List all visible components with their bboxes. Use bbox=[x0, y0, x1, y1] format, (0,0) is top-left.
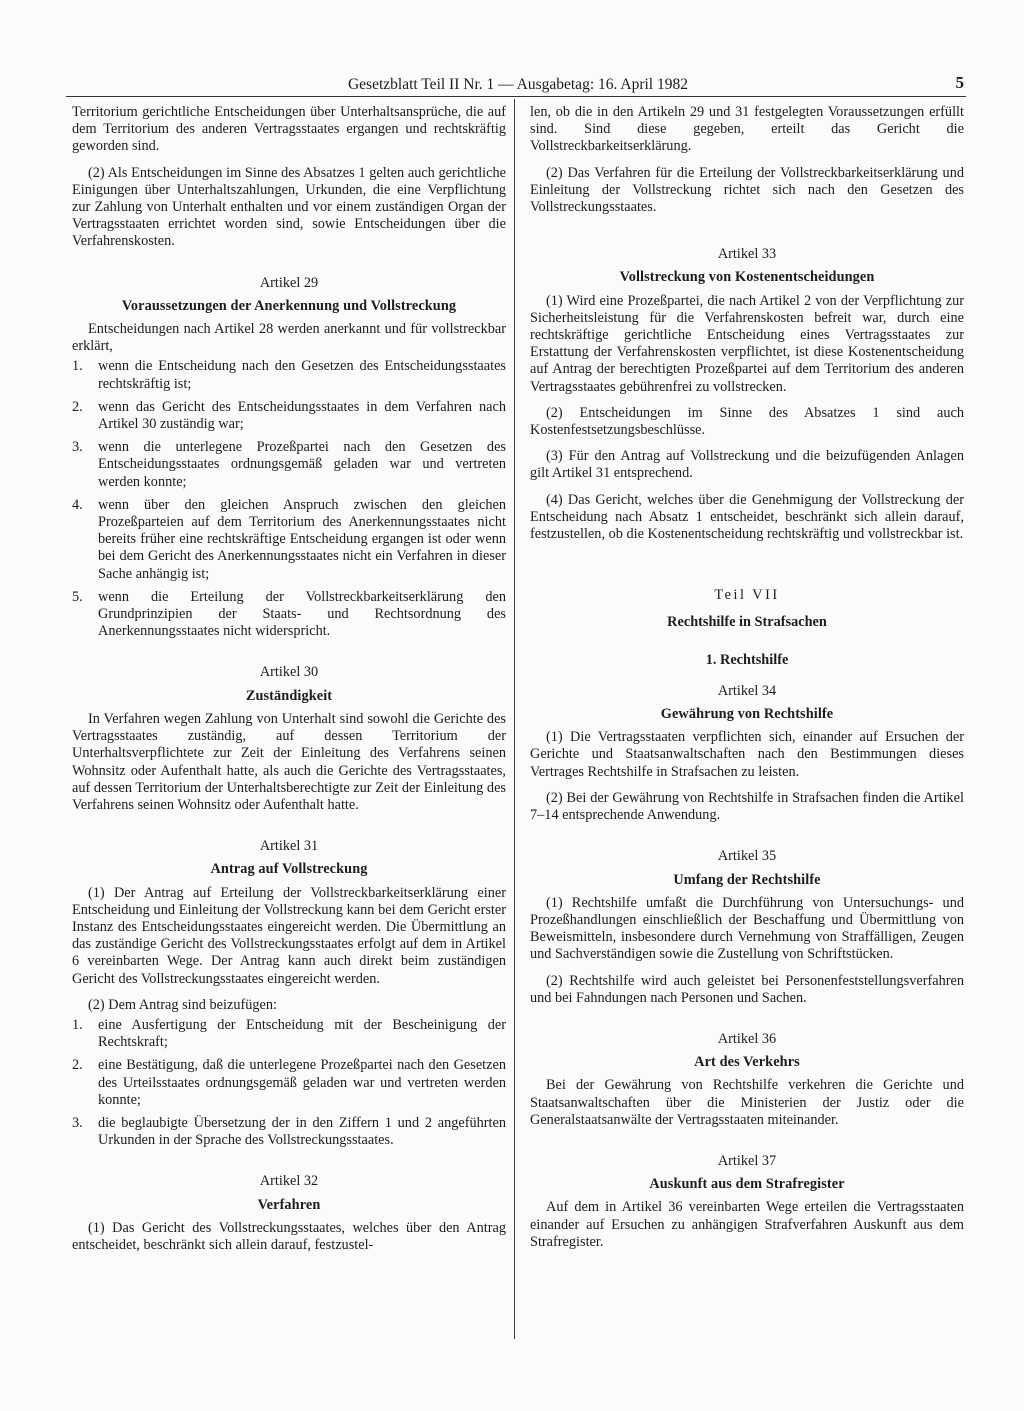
article-29-list bbox=[72, 358, 506, 640]
list-item-number: 2. bbox=[72, 1057, 83, 1074]
list-item-number: 1. bbox=[72, 1016, 83, 1033]
article-33-paragraph-2: (2) Entscheidungen im Sinne des Absatzes 1 sind auch Kostenfestsetzungsbeschlüsse. bbox=[530, 404, 964, 439]
article-34-paragraph-1: (1) Die Vertragsstaaten verpflichten sich, einander auf Ersuchen der Gerichte und Staatsanwaltschaften nach den Bestimmungen dieses Vertrages Rechtshilfe in Strafsachen zu leisten. bbox=[530, 729, 964, 780]
article-32-title: Verfahren bbox=[257, 1196, 321, 1213]
list-item-text: wenn die unterlegene Prozeßpartei nach den Gesetzen des Entscheidungsstaates ordnungsgemäß geladen war und vertreten werden konnte; bbox=[98, 439, 506, 490]
list-item-text: eine Ausfertigung der Entscheidung mit der Bescheinigung der Rechtskraft; bbox=[98, 1016, 506, 1051]
list-item bbox=[72, 1115, 506, 1149]
article-34-paragraph-2: (2) Bei der Gewährung von Rechtshilfe in Strafsachen finden die Artikel 7–14 entsprechende Anwendung. bbox=[530, 789, 964, 824]
gazette-title: Gesetzblatt Teil II Nr. 1 — Ausgabetag: 16. April 1982 bbox=[347, 76, 688, 93]
article-35-number: Artikel 35 bbox=[717, 848, 777, 865]
article-35-title: Umfang der Rechtshilfe bbox=[673, 871, 821, 888]
article-31-paragraph-2: (2) Dem Antrag sind beizufügen: bbox=[88, 996, 277, 1013]
list-item-number: 3. bbox=[72, 1114, 83, 1131]
right-column bbox=[530, 104, 964, 1251]
article-33-paragraph-1: (1) Wird eine Prozeßpartei, die nach Artikel 2 von der Verpflichtung zur Sicherheitsleistung für die Verfahrenskosten befreit war, durch eine rechtskräftige gerichtliche Entscheidung eines Vertragsstaates zur Erstattung der Verfahrenskosten verpflichtet, ist diese Kostenentscheidung auf Antrag der berechtigten Prozeßpartei auf dem Territorium des anderen Vertragsstaates gebührenfrei zu vollstrecken. bbox=[530, 292, 964, 395]
list-item-number: 1. bbox=[72, 358, 83, 375]
list-item-number: 4. bbox=[72, 496, 83, 513]
page-header bbox=[72, 73, 964, 94]
paragraph-art28-2: (2) Als Entscheidungen im Sinne des Absatzes 1 gelten auch gerichtliche Einigungen über Unterhaltszahlungen, Urkunden, die eine Verpflichtung zur Zahlung von Unterhalt enthalten und vor einem zuständigen Organ der Vertragsstaaten errichtet worden sind, sowie Entscheidungen über die Verfahrenskosten. bbox=[72, 164, 506, 250]
article-34-title: Gewährung von Rechtshilfe bbox=[660, 706, 834, 723]
page-number: 5 bbox=[955, 73, 964, 92]
article-31-number: Artikel 31 bbox=[259, 838, 319, 855]
article-37-title: Auskunft aus dem Strafregister bbox=[649, 1176, 845, 1193]
list-item-number: 3. bbox=[72, 439, 83, 456]
list-item-text: wenn über den gleichen Anspruch zwischen den gleichen Prozeßparteien auf dem Territorium des Anerkennungsstaates nicht bereits früher eine rechtskräftige Entscheidung ergangen ist oder wenn bei dem Gericht des Anerkennungsstaates nicht ein Verfahren in dieser Sache anhängig ist; bbox=[98, 496, 506, 582]
part-7-title: Rechtshilfe in Strafsachen bbox=[667, 614, 827, 631]
article-32-paragraph-1: (1) Das Gericht des Vollstreckungsstaates, welches über den Antrag entscheidet, beschränkt sich allein darauf, festzustel- bbox=[72, 1219, 506, 1253]
article-35-paragraph-1: (1) Rechtshilfe umfaßt die Durchführung von Untersuchungs- und Prozeßhandlungen einschließlich der Beschaffung und Übermittlung von Beweismitteln, insbesondere durch Vernehmung von Straffälligen, Zeugen und Sachverständigen sowie die Zustellung von Schriftstücken. bbox=[530, 894, 964, 963]
list-item-text: wenn die Entscheidung nach den Gesetzen des Entscheidungsstaates rechtskräftig ist; bbox=[98, 358, 506, 392]
header-rule bbox=[66, 96, 966, 97]
article-34-number: Artikel 34 bbox=[717, 682, 777, 699]
column-divider bbox=[514, 99, 515, 1339]
article-31-list bbox=[72, 1017, 506, 1149]
article-33-paragraph-3: (3) Für den Antrag auf Vollstreckung und die beizufügenden Anlagen gilt Artikel 31 entsprechend. bbox=[530, 448, 964, 482]
list-item-text: die beglaubigte Übersetzung der in den Ziffern 1 und 2 angeführten Urkunden in der Sprache des Vollstreckungsstaates. bbox=[98, 1114, 506, 1149]
article-33-title: Vollstreckung von Kostenentscheidungen bbox=[619, 269, 875, 286]
list-item bbox=[72, 589, 506, 641]
article-29-number: Artikel 29 bbox=[259, 274, 319, 291]
left-column bbox=[72, 104, 506, 1254]
article-36-title: Art des Verkehrs bbox=[694, 1054, 800, 1071]
article-29-intro: Entscheidungen nach Artikel 28 werden anerkannt und für vollstreckbar erklärt, bbox=[72, 321, 506, 355]
list-item bbox=[72, 497, 506, 583]
article-37-text: Auf dem in Artikel 36 vereinbarten Wege erteilen die Vertragsstaaten einander auf Ersuchen zu anhängigen Strafverfahren Auskunft aus dem Strafregister. bbox=[530, 1199, 964, 1250]
article-32-paragraph-1-continued: len, ob die in den Artikeln 29 und 31 festgelegten Voraussetzungen erfüllt sind. Sind diese gegeben, erteilt das Gericht die Vollstreckbarkeitserklärung. bbox=[530, 104, 964, 155]
section-1-title: 1. Rechtshilfe bbox=[705, 651, 789, 668]
list-item-number: 2. bbox=[72, 398, 83, 415]
paragraph-intro: Territorium gerichtliche Entscheidungen über Unterhaltsansprüche, die auf dem Territorium des anderen Vertragsstaates ergangen und rechtskräftig geworden sind. bbox=[72, 104, 506, 155]
list-item bbox=[72, 1057, 506, 1109]
article-30-title: Zuständigkeit bbox=[245, 687, 333, 704]
article-37-number: Artikel 37 bbox=[717, 1152, 777, 1169]
list-item bbox=[72, 439, 506, 491]
article-31-title: Antrag auf Vollstreckung bbox=[210, 861, 368, 878]
article-32-paragraph-2: (2) Das Verfahren für die Erteilung der Vollstreckbarkeitserklärung und Einleitung der Vollstreckung richtet sich nach den Gesetzen des Vollstreckungsstaates. bbox=[530, 164, 964, 216]
list-item-text: wenn das Gericht des Entscheidungsstaates in dem Verfahren nach Artikel 30 zuständig war; bbox=[98, 398, 506, 433]
list-item bbox=[72, 1017, 506, 1051]
list-item-text: wenn die Erteilung der Vollstreckbarkeitserklärung den Grundprinzipien der Staats- und Rechtsordnung des Anerkennungsstaates nicht widerspricht. bbox=[98, 588, 506, 640]
list-item-number: 5. bbox=[72, 588, 83, 605]
article-36-number: Artikel 36 bbox=[717, 1030, 777, 1047]
article-29-title: Voraussetzungen der Anerkennung und Vollstreckung bbox=[121, 297, 457, 314]
list-item-text: eine Bestätigung, daß die unterlegene Prozeßpartei nach den Gesetzen des Urteilsstaates ordnungsgemäß geladen war und vertreten werden konnte; bbox=[98, 1057, 506, 1108]
article-35-paragraph-2: (2) Rechtshilfe wird auch geleistet bei Personenfeststellungsverfahren und bei Fahndungen nach Personen und Sachen. bbox=[530, 972, 964, 1006]
article-33-number: Artikel 33 bbox=[717, 246, 777, 263]
article-30-number: Artikel 30 bbox=[259, 664, 319, 681]
article-32-number: Artikel 32 bbox=[259, 1173, 319, 1190]
article-30-text: In Verfahren wegen Zahlung von Unterhalt sind sowohl die Gerichte des Vertragsstaates zuständig, auf dessen Territorium der Unterhaltsverpflichtete zur Zeit der Einleitung des Verfahrens seinen Wohnsitz oder Aufenthalt hatte, als auch die Gerichte des Vertragsstaates, auf dessen Territorium der Unterhaltsberechtigte zur Zeit der Einleitung des Verfahrens seinen Wohnsitz oder Aufenthalt hatte. bbox=[72, 710, 506, 813]
article-33-paragraph-4: (4) Das Gericht, welches über die Genehmigung der Vollstreckung der Entscheidung nach Absatz 1 entscheidet, beschränkt sich allein darauf, festzustellen, ob die Kostenentscheidung rechtskräftig und vollstreckbar ist. bbox=[530, 491, 964, 543]
list-item bbox=[72, 399, 506, 433]
article-31-paragraph-1: (1) Der Antrag auf Erteilung der Vollstreckbarkeitserklärung einer Entscheidung und Einleitung der Vollstreckung kann bei dem Gericht erster Instanz des Entscheidungsstaates eingereicht werden. Die Übermittlung an das zuständige Gericht des Vollstreckungsstaates erfolgt auf dem in Artikel 6 vereinbarten Wege. Der Antrag kann auch direkt beim zuständigen Gericht des Vollstreckungsstaates eingereicht werden. bbox=[72, 884, 506, 987]
part-7-number: Teil VII bbox=[714, 587, 780, 604]
article-36-text: Bei der Gewährung von Rechtshilfe verkehren die Gerichte und Staatsanwaltschaften über die Ministerien der Justiz oder die Generalstaatsanwälte der Vertragsstaaten miteinander. bbox=[530, 1077, 964, 1128]
list-item bbox=[72, 358, 506, 392]
